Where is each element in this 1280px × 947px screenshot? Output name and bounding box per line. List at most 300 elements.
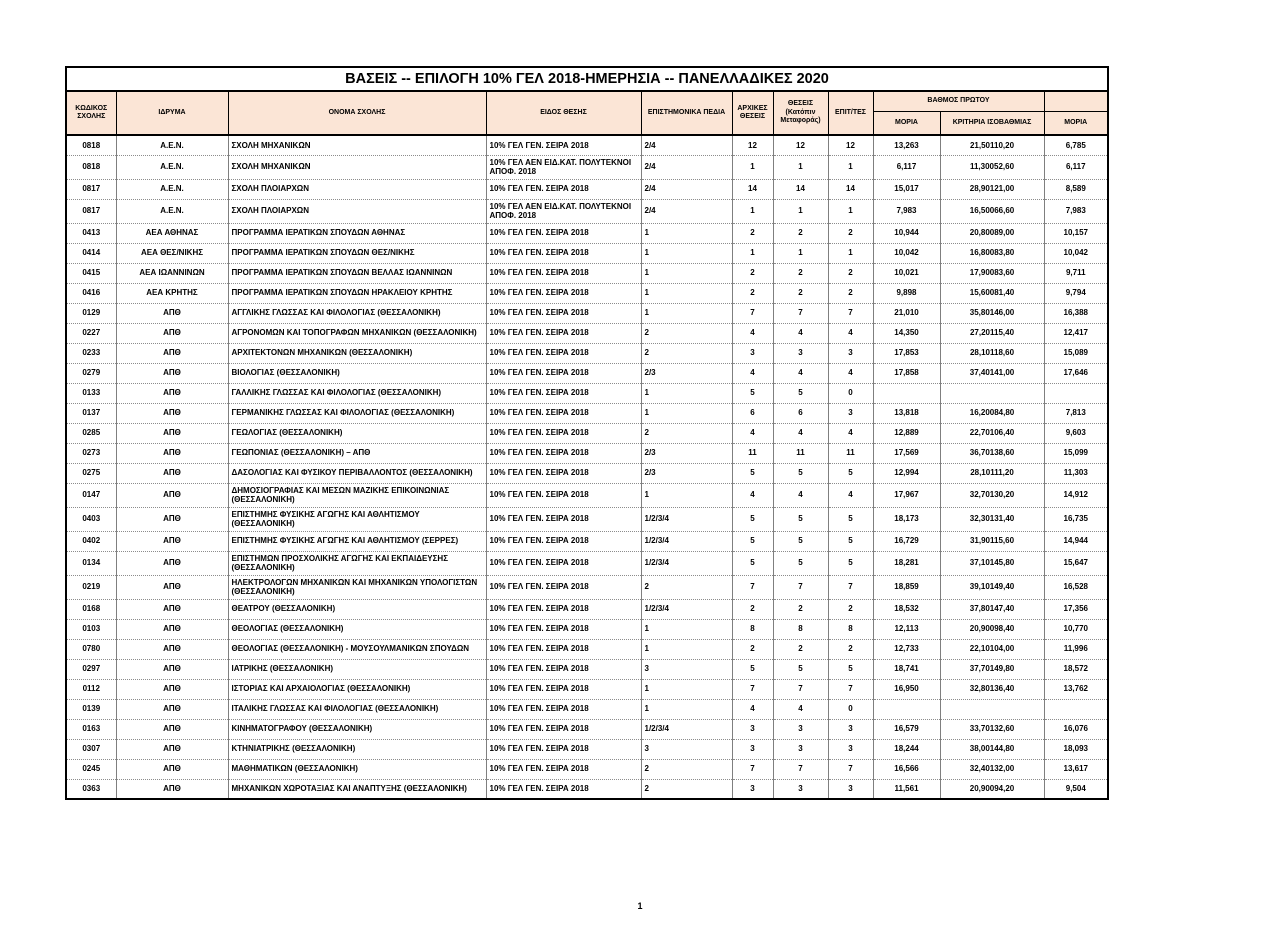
institution: ΑΠΘ [116, 779, 228, 799]
first-moria: 18,741 [873, 659, 940, 679]
scientific-fields: 1/2/3/4 [641, 719, 732, 739]
last-moria: 10,770 [1044, 619, 1108, 639]
tie-criteria: 32,70130,20 [940, 483, 1044, 507]
col-header-initial-positions: ΑΡΧΙΚΕΣ ΘΕΣΕΙΣ [732, 91, 773, 135]
first-moria: 10,944 [873, 223, 940, 243]
admitted: 1 [828, 243, 873, 263]
table-row [66, 403, 1108, 423]
last-moria: 10,042 [1044, 243, 1108, 263]
last-moria: 13,617 [1044, 759, 1108, 779]
institution: ΑΕΑ ΘΕΣ/ΝΙΚΗΣ [116, 243, 228, 263]
last-moria: 17,646 [1044, 363, 1108, 383]
school-name: ΓΕΡΜΑΝΙΚΗΣ ΓΛΩΣΣΑΣ ΚΑΙ ΦΙΛΟΛΟΓΙΑΣ (ΘΕΣΣΑΛΟΝΙΚΗ) [228, 403, 486, 423]
institution: ΑΠΘ [116, 507, 228, 531]
col-header-transfer-positions: ΘΕΣΕΙΣ (Κατόπιν Μεταφοράς) [773, 91, 828, 135]
admitted: 3 [828, 779, 873, 799]
initial-positions: 2 [732, 263, 773, 283]
initial-positions: 7 [732, 575, 773, 599]
table-row [66, 531, 1108, 551]
admitted: 4 [828, 483, 873, 507]
admitted: 3 [828, 403, 873, 423]
initial-positions: 1 [732, 243, 773, 263]
position-type: 10% ΓΕΛ ΓΕΝ. ΣΕΙΡΑ 2018 [486, 423, 641, 443]
positions-after-transfer: 11 [773, 443, 828, 463]
first-moria [873, 383, 940, 403]
table-row [66, 739, 1108, 759]
position-type: 10% ΓΕΛ ΓΕΝ. ΣΕΙΡΑ 2018 [486, 551, 641, 575]
first-moria: 18,532 [873, 599, 940, 619]
positions-after-transfer: 4 [773, 323, 828, 343]
institution: Α.Ε.Ν. [116, 179, 228, 199]
initial-positions: 3 [732, 719, 773, 739]
school-code: 0415 [66, 263, 116, 283]
school-code: 0139 [66, 699, 116, 719]
school-name: ΑΡΧΙΤΕΚΤΟΝΩΝ ΜΗΧΑΝΙΚΩΝ (ΘΕΣΣΑΛΟΝΙΚΗ) [228, 343, 486, 363]
school-code: 0227 [66, 323, 116, 343]
school-code: 0416 [66, 283, 116, 303]
school-code: 0402 [66, 531, 116, 551]
admitted: 8 [828, 619, 873, 639]
positions-after-transfer: 5 [773, 507, 828, 531]
results-table [65, 66, 1109, 800]
table-row [66, 383, 1108, 403]
position-type: 10% ΓΕΛ ΓΕΝ. ΣΕΙΡΑ 2018 [486, 599, 641, 619]
scientific-fields: 1 [641, 639, 732, 659]
last-moria: 12,417 [1044, 323, 1108, 343]
initial-positions: 2 [732, 599, 773, 619]
school-name: ΑΓΡΟΝΟΜΩΝ ΚΑΙ ΤΟΠΟΓΡΑΦΩΝ ΜΗΧΑΝΙΚΩΝ (ΘΕΣΣΑΛΟΝΙΚΗ) [228, 323, 486, 343]
school-name: ΣΧΟΛΗ ΠΛΟΙΑΡΧΩΝ [228, 199, 486, 223]
positions-after-transfer: 3 [773, 739, 828, 759]
col-header-scientific-fields: ΕΠΙΣΤΗΜΟΝΙΚΑ ΠΕΔΙΑ [641, 91, 732, 135]
last-moria: 16,076 [1044, 719, 1108, 739]
positions-after-transfer: 3 [773, 719, 828, 739]
initial-positions: 5 [732, 659, 773, 679]
admitted: 5 [828, 507, 873, 531]
positions-after-transfer: 6 [773, 403, 828, 423]
tie-criteria: 22,70106,40 [940, 423, 1044, 443]
position-type: 10% ΓΕΛ ΓΕΝ. ΣΕΙΡΑ 2018 [486, 699, 641, 719]
tie-criteria: 17,90083,60 [940, 263, 1044, 283]
first-moria: 7,983 [873, 199, 940, 223]
last-moria: 15,089 [1044, 343, 1108, 363]
initial-positions: 2 [732, 639, 773, 659]
admitted: 5 [828, 659, 873, 679]
institution: ΑΠΘ [116, 383, 228, 403]
tie-criteria: 16,50066,60 [940, 199, 1044, 223]
school-name: ΑΓΓΛΙΚΗΣ ΓΛΩΣΣΑΣ ΚΑΙ ΦΙΛΟΛΟΓΙΑΣ (ΘΕΣΣΑΛΟΝΙΚΗ) [228, 303, 486, 323]
position-type: 10% ΓΕΛ ΓΕΝ. ΣΕΙΡΑ 2018 [486, 443, 641, 463]
school-name: ΙΤΑΛΙΚΗΣ ΓΛΩΣΣΑΣ ΚΑΙ ΦΙΛΟΛΟΓΙΑΣ (ΘΕΣΣΑΛΟΝΙΚΗ) [228, 699, 486, 719]
admitted: 7 [828, 679, 873, 699]
last-moria: 15,099 [1044, 443, 1108, 463]
scientific-fields: 1 [641, 699, 732, 719]
last-moria: 6,117 [1044, 155, 1108, 179]
school-name: ΜΑΘΗΜΑΤΙΚΩΝ (ΘΕΣΣΑΛΟΝΙΚΗ) [228, 759, 486, 779]
last-moria: 16,735 [1044, 507, 1108, 531]
institution: ΑΠΘ [116, 551, 228, 575]
admitted: 4 [828, 363, 873, 383]
school-code: 0273 [66, 443, 116, 463]
tie-criteria: 35,80146,00 [940, 303, 1044, 323]
tie-criteria: 16,20084,80 [940, 403, 1044, 423]
admitted: 5 [828, 551, 873, 575]
tie-criteria: 11,30052,60 [940, 155, 1044, 179]
initial-positions: 7 [732, 303, 773, 323]
initial-positions: 5 [732, 551, 773, 575]
institution: ΑΠΘ [116, 423, 228, 443]
school-code: 0279 [66, 363, 116, 383]
scientific-fields: 1 [641, 403, 732, 423]
tie-criteria: 37,10145,80 [940, 551, 1044, 575]
position-type: 10% ΓΕΛ ΓΕΝ. ΣΕΙΡΑ 2018 [486, 263, 641, 283]
positions-after-transfer: 14 [773, 179, 828, 199]
tie-criteria: 33,70132,60 [940, 719, 1044, 739]
table-row [66, 179, 1108, 199]
school-code: 0818 [82, 140, 101, 150]
school-name: ΓΕΩΠΟΝΙΑΣ (ΘΕΣΣΑΛΟΝΙΚΗ) – ΑΠΘ [228, 443, 486, 463]
admitted: 4 [828, 323, 873, 343]
school-code: 0275 [66, 463, 116, 483]
scientific-fields: 1 [641, 619, 732, 639]
scientific-fields: 2/3 [641, 443, 732, 463]
admitted: 2 [828, 599, 873, 619]
last-moria: 7,813 [1044, 403, 1108, 423]
table-row [66, 659, 1108, 679]
institution: ΑΠΘ [116, 679, 228, 699]
first-moria: 10,042 [873, 243, 940, 263]
admitted: 0 [828, 699, 873, 719]
initial-positions: 4 [732, 363, 773, 383]
last-moria: 11,303 [1044, 463, 1108, 483]
scientific-fields: 3 [641, 659, 732, 679]
position-type: 10% ΓΕΛ ΓΕΝ. ΣΕΙΡΑ 2018 [486, 679, 641, 699]
admitted: 5 [828, 463, 873, 483]
initial-positions: 5 [732, 383, 773, 403]
institution: ΑΠΘ [116, 739, 228, 759]
last-moria: 15,647 [1044, 551, 1108, 575]
position-type: 10% ΓΕΛ ΓΕΝ. ΣΕΙΡΑ 2018 [486, 779, 641, 799]
tie-criteria: 32,40132,00 [940, 759, 1044, 779]
positions-after-transfer: 5 [773, 531, 828, 551]
last-moria: 9,603 [1044, 423, 1108, 443]
last-moria: 8,589 [1044, 179, 1108, 199]
institution: Α.Ε.Ν. [116, 155, 228, 179]
page-title: ΒΑΣΕΙΣ -- ΕΠΙΛΟΓΗ 10% ΓΕΛ 2018-ΗΜΕΡΗΣΙΑ -- ΠΑΝΕΛΛΑΔΙΚΕΣ 2020 [66, 67, 1108, 91]
initial-positions: 14 [732, 179, 773, 199]
scientific-fields: 2/4 [641, 155, 732, 179]
positions-after-transfer: 12 [773, 135, 828, 155]
school-name: ΘΕΟΛΟΓΙΑΣ (ΘΕΣΣΑΛΟΝΙΚΗ) [228, 619, 486, 639]
position-type: 10% ΓΕΛ ΑΕΝ ΕΙΔ.ΚΑΤ. ΠΟΛΥΤΕΚΝΟΙ ΑΠΟΦ. 2018 [486, 155, 641, 179]
last-moria: 14,912 [1044, 483, 1108, 507]
institution: ΑΠΘ [116, 363, 228, 383]
position-type: 10% ΓΕΛ ΓΕΝ. ΣΕΙΡΑ 2018 [486, 483, 641, 507]
initial-positions: 8 [732, 619, 773, 639]
table-row [66, 135, 1108, 155]
admitted: 2 [828, 223, 873, 243]
initial-positions: 4 [732, 483, 773, 507]
tie-criteria [940, 383, 1044, 403]
table-row [66, 699, 1108, 719]
first-moria: 17,853 [873, 343, 940, 363]
school-code: 0134 [66, 551, 116, 575]
tie-criteria: 38,00144,80 [940, 739, 1044, 759]
institution: ΑΠΘ [116, 403, 228, 423]
scientific-fields: 2/4 [641, 179, 732, 199]
position-type: 10% ΓΕΛ ΓΕΝ. ΣΕΙΡΑ 2018 [486, 507, 641, 531]
col-header-admitted: ΕΠΙΤ/ΤΕΣ [828, 91, 873, 135]
last-moria: 6,785 [1044, 135, 1108, 155]
position-type: 10% ΓΕΛ ΓΕΝ. ΣΕΙΡΑ 2018 [486, 343, 641, 363]
school-name: ΣΧΟΛΗ ΜΗΧΑΝΙΚΩΝ [228, 135, 486, 155]
tie-criteria: 28,10118,60 [940, 343, 1044, 363]
col-header-moria-last: ΜΟΡΙΑ [1044, 111, 1108, 135]
institution: ΑΠΘ [116, 323, 228, 343]
position-type: 10% ΓΕΛ ΓΕΝ. ΣΕΙΡΑ 2018 [486, 135, 641, 155]
table-row [66, 779, 1108, 799]
table-row [66, 423, 1108, 443]
table-row [66, 343, 1108, 363]
col-header-tie-criteria: ΚΡΙΤΗΡΙΑ ΙΣΟΒΑΘΜΙΑΣ [940, 111, 1044, 135]
last-moria: 13,762 [1044, 679, 1108, 699]
school-name: ΚΤΗΝΙΑΤΡΙΚΗΣ (ΘΕΣΣΑΛΟΝΙΚΗ) [228, 739, 486, 759]
admitted: 5 [828, 531, 873, 551]
tie-criteria: 31,90115,60 [940, 531, 1044, 551]
first-moria: 9,898 [873, 283, 940, 303]
admitted: 3 [828, 739, 873, 759]
positions-after-transfer: 2 [773, 639, 828, 659]
position-type: 10% ΓΕΛ ΓΕΝ. ΣΕΙΡΑ 2018 [486, 323, 641, 343]
positions-after-transfer: 4 [773, 483, 828, 507]
scientific-fields: 2 [641, 423, 732, 443]
institution: ΑΠΘ [116, 575, 228, 599]
table-row [66, 507, 1108, 531]
last-moria: 9,794 [1044, 283, 1108, 303]
school-name: ΙΣΤΟΡΙΑΣ ΚΑΙ ΑΡΧΑΙΟΛΟΓΙΑΣ (ΘΕΣΣΑΛΟΝΙΚΗ) [228, 679, 486, 699]
scientific-fields: 1 [641, 243, 732, 263]
tie-criteria: 28,10111,20 [940, 463, 1044, 483]
position-type: 10% ΓΕΛ ΓΕΝ. ΣΕΙΡΑ 2018 [486, 403, 641, 423]
admitted: 3 [828, 719, 873, 739]
col-header-moria: ΜΟΡΙΑ [873, 111, 940, 135]
position-type: 10% ΓΕΛ ΓΕΝ. ΣΕΙΡΑ 2018 [486, 739, 641, 759]
institution: ΑΠΘ [116, 759, 228, 779]
position-type: 10% ΓΕΛ ΓΕΝ. ΣΕΙΡΑ 2018 [486, 659, 641, 679]
school-name: ΚΙΝΗΜΑΤΟΓΡΑΦΟΥ (ΘΕΣΣΑΛΟΝΙΚΗ) [228, 719, 486, 739]
last-moria: 16,388 [1044, 303, 1108, 323]
table-row [66, 599, 1108, 619]
admitted: 7 [828, 303, 873, 323]
scientific-fields: 1 [641, 283, 732, 303]
table-row [66, 263, 1108, 283]
admitted: 2 [828, 283, 873, 303]
institution: Α.Ε.Ν. [116, 199, 228, 223]
last-moria: 18,093 [1044, 739, 1108, 759]
positions-after-transfer: 2 [773, 283, 828, 303]
institution: ΑΠΘ [116, 483, 228, 507]
admitted: 4 [828, 423, 873, 443]
col-header-last-grade-group [1044, 91, 1108, 111]
table-row [66, 243, 1108, 263]
table-row [66, 223, 1108, 243]
initial-positions: 3 [732, 739, 773, 759]
positions-after-transfer: 2 [773, 223, 828, 243]
scientific-fields: 2 [641, 779, 732, 799]
initial-positions: 4 [732, 423, 773, 443]
school-name: ΕΠΙΣΤΗΜΗΣ ΦΥΣΙΚΗΣ ΑΓΩΓΗΣ ΚΑΙ ΑΘΛΗΤΙΣΜΟΥ (ΣΕΡΡΕΣ) [228, 531, 486, 551]
col-header-school-name: ΟΝΟΜΑ ΣΧΟΛΗΣ [228, 91, 486, 135]
school-code: 0147 [66, 483, 116, 507]
first-moria: 17,858 [873, 363, 940, 383]
school-name: ΕΠΙΣΤΗΜΗΣ ΦΥΣΙΚΗΣ ΑΓΩΓΗΣ ΚΑΙ ΑΘΛΗΤΙΣΜΟΥ (ΘΕΣΣΑΛΟΝΙΚΗ) [228, 507, 486, 531]
scientific-fields: 2/3 [641, 363, 732, 383]
school-name: ΙΑΤΡΙΚΗΣ (ΘΕΣΣΑΛΟΝΙΚΗ) [228, 659, 486, 679]
initial-positions: 2 [732, 223, 773, 243]
scientific-fields: 1/2/3/4 [641, 551, 732, 575]
position-type: 10% ΓΕΛ ΓΕΝ. ΣΕΙΡΑ 2018 [486, 363, 641, 383]
admitted: 7 [828, 759, 873, 779]
position-type: 10% ΓΕΛ ΓΕΝ. ΣΕΙΡΑ 2018 [486, 179, 641, 199]
school-code: 0245 [66, 759, 116, 779]
positions-after-transfer: 5 [773, 383, 828, 403]
position-type: 10% ΓΕΛ ΓΕΝ. ΣΕΙΡΑ 2018 [486, 759, 641, 779]
first-moria: 21,010 [873, 303, 940, 323]
col-header-first-grade-group: ΒΑΘΜΟΣ ΠΡΩΤΟΥ [873, 91, 1044, 111]
institution: ΑΠΘ [116, 659, 228, 679]
admitted: 7 [828, 575, 873, 599]
school-code: 0129 [66, 303, 116, 323]
scientific-fields: 2/4 [641, 199, 732, 223]
first-moria: 18,859 [873, 575, 940, 599]
last-moria: 16,528 [1044, 575, 1108, 599]
school-code: 0219 [66, 575, 116, 599]
positions-after-transfer: 2 [773, 599, 828, 619]
table-row [66, 199, 1108, 223]
position-type: 10% ΓΕΛ ΓΕΝ. ΣΕΙΡΑ 2018 [486, 243, 641, 263]
table-row [66, 619, 1108, 639]
admitted: 14 [828, 179, 873, 199]
position-type: 10% ΓΕΛ ΑΕΝ ΕΙΔ.ΚΑΤ. ΠΟΛΥΤΕΚΝΟΙ ΑΠΟΦ. 2018 [486, 199, 641, 223]
school-code: 0414 [66, 243, 116, 263]
institution: ΑΕΑ ΚΡΗΤΗΣ [116, 283, 228, 303]
first-moria: 17,967 [873, 483, 940, 507]
scientific-fields: 2 [641, 343, 732, 363]
table-row [66, 443, 1108, 463]
institution: ΑΠΘ [116, 619, 228, 639]
tie-criteria: 32,80136,40 [940, 679, 1044, 699]
scientific-fields: 1 [641, 223, 732, 243]
positions-after-transfer: 3 [773, 779, 828, 799]
last-moria: 9,504 [1044, 779, 1108, 799]
positions-after-transfer: 1 [773, 155, 828, 179]
institution: ΑΠΘ [116, 699, 228, 719]
institution: ΑΠΘ [116, 531, 228, 551]
last-moria: 14,944 [1044, 531, 1108, 551]
institution: ΑΠΘ [116, 463, 228, 483]
positions-after-transfer: 1 [773, 243, 828, 263]
initial-positions: 3 [732, 343, 773, 363]
col-header-position-type: ΕΙΔΟΣ ΘΕΣΗΣ [486, 91, 641, 135]
tie-criteria: 37,80147,40 [940, 599, 1044, 619]
scientific-fields: 1/2/3/4 [641, 507, 732, 531]
school-name: ΗΛΕΚΤΡΟΛΟΓΩΝ ΜΗΧΑΝΙΚΩΝ ΚΑΙ ΜΗΧΑΝΙΚΩΝ ΥΠΟΛΟΓΙΣΤΩΝ (ΘΕΣΣΑΛΟΝΙΚΗ) [228, 575, 486, 599]
table-row [66, 283, 1108, 303]
first-moria: 12,994 [873, 463, 940, 483]
table-row [66, 679, 1108, 699]
last-moria: 9,711 [1044, 263, 1108, 283]
initial-positions: 7 [732, 759, 773, 779]
scientific-fields: 1 [641, 679, 732, 699]
tie-criteria: 28,90121,00 [940, 179, 1044, 199]
positions-after-transfer: 4 [773, 699, 828, 719]
school-name: ΓΕΩΛΟΓΙΑΣ (ΘΕΣΣΑΛΟΝΙΚΗ) [228, 423, 486, 443]
admitted: 1 [828, 199, 873, 223]
table-row [66, 719, 1108, 739]
school-code: 0297 [66, 659, 116, 679]
school-name: ΓΑΛΛΙΚΗΣ ΓΛΩΣΣΑΣ ΚΑΙ ΦΙΛΟΛΟΓΙΑΣ (ΘΕΣΣΑΛΟΝΙΚΗ) [228, 383, 486, 403]
positions-after-transfer: 7 [773, 303, 828, 323]
table-row [66, 323, 1108, 343]
last-moria: 10,157 [1044, 223, 1108, 243]
first-moria: 12,113 [873, 619, 940, 639]
table-row [66, 551, 1108, 575]
col-header-school-code: ΚΩΔΙΚΟΣ ΣΧΟΛΗΣ [66, 91, 116, 135]
positions-after-transfer: 8 [773, 619, 828, 639]
scientific-fields: 2 [641, 759, 732, 779]
admitted: 3 [828, 343, 873, 363]
initial-positions: 2 [732, 283, 773, 303]
school-code: 0133 [66, 383, 116, 403]
tie-criteria: 32,30131,40 [940, 507, 1044, 531]
scientific-fields: 1 [641, 303, 732, 323]
institution: Α.Ε.Ν. [116, 135, 228, 155]
tie-criteria: 37,70149,80 [940, 659, 1044, 679]
last-moria: 11,996 [1044, 639, 1108, 659]
school-name: ΠΡΟΓΡΑΜΜΑ ΙΕΡΑΤΙΚΩΝ ΣΠΟΥΔΩΝ ΑΘΗΝΑΣ [228, 223, 486, 243]
table-row [66, 575, 1108, 599]
last-moria: 18,572 [1044, 659, 1108, 679]
table-row [66, 483, 1108, 507]
last-moria: 7,983 [1044, 199, 1108, 223]
position-type: 10% ΓΕΛ ΓΕΝ. ΣΕΙΡΑ 2018 [486, 531, 641, 551]
first-moria: 16,566 [873, 759, 940, 779]
school-code: 0137 [66, 403, 116, 423]
initial-positions: 6 [732, 403, 773, 423]
first-moria: 12,889 [873, 423, 940, 443]
position-type: 10% ΓΕΛ ΓΕΝ. ΣΕΙΡΑ 2018 [486, 383, 641, 403]
scientific-fields: 1/2/3/4 [641, 599, 732, 619]
school-code: 0818 [66, 155, 116, 179]
school-code: 0112 [66, 679, 116, 699]
first-moria: 16,950 [873, 679, 940, 699]
school-code: 0817 [66, 199, 116, 223]
positions-after-transfer: 3 [773, 343, 828, 363]
positions-after-transfer: 5 [773, 659, 828, 679]
table-row [66, 463, 1108, 483]
first-moria: 15,017 [873, 179, 940, 199]
admitted: 12 [828, 135, 873, 155]
school-name: ΣΧΟΛΗ ΠΛΟΙΑΡΧΩΝ [228, 179, 486, 199]
table-body [66, 135, 1108, 799]
school-name: ΠΡΟΓΡΑΜΜΑ ΙΕΡΑΤΙΚΩΝ ΣΠΟΥΔΩΝ ΗΡΑΚΛΕΙΟΥ ΚΡΗΤΗΣ [228, 283, 486, 303]
position-type: 10% ΓΕΛ ΓΕΝ. ΣΕΙΡΑ 2018 [486, 283, 641, 303]
initial-positions: 3 [732, 779, 773, 799]
first-moria [873, 699, 940, 719]
school-code: 0285 [66, 423, 116, 443]
school-name: ΒΙΟΛΟΓΙΑΣ (ΘΕΣΣΑΛΟΝΙΚΗ) [228, 363, 486, 383]
table-row [66, 363, 1108, 383]
